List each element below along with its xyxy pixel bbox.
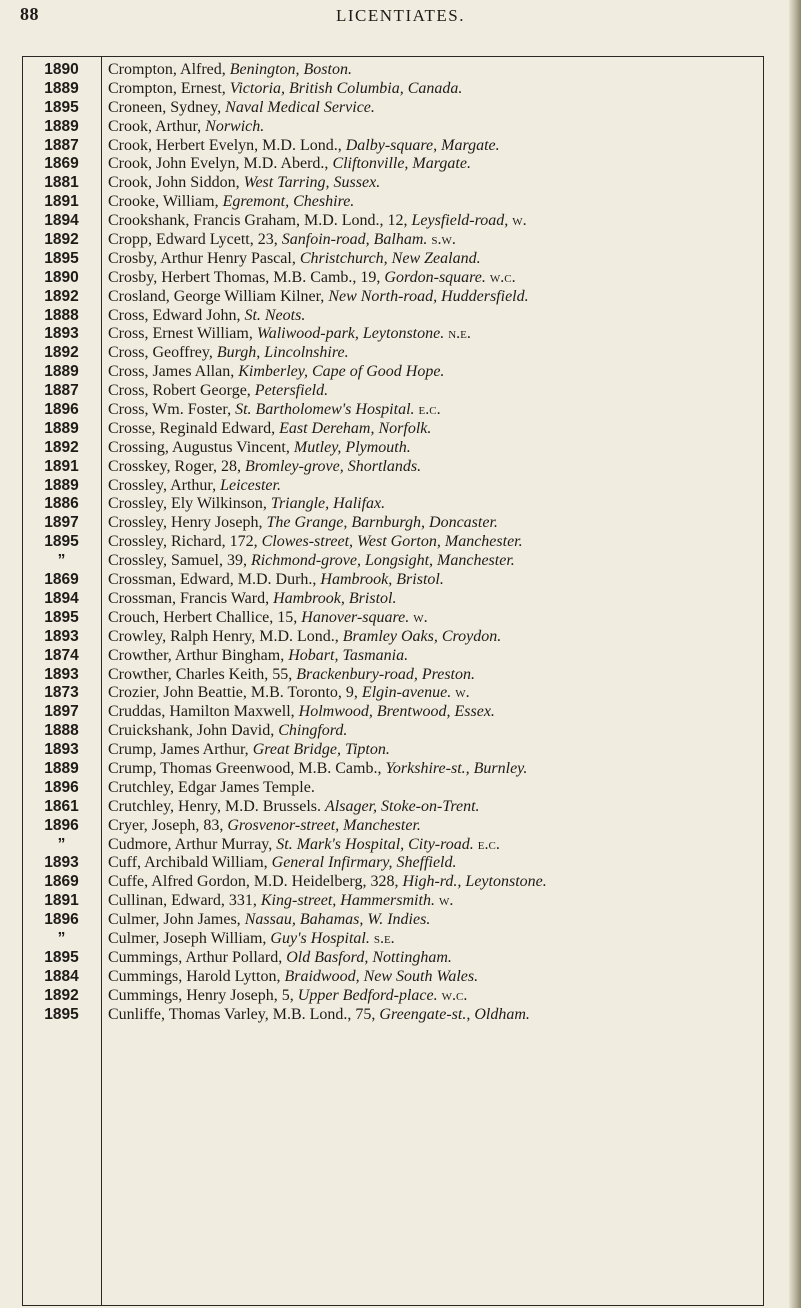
entry-address: Mutley, Plymouth. [293,438,411,456]
register-entry [22,288,792,307]
entry-address: Hambrook, Bristol. [273,589,397,607]
entry-name: Cummings, Arthur Pollard, [108,948,287,966]
register-entry [22,420,792,439]
register-entry [22,930,792,949]
entry-address: Naval Medical Service. [225,98,375,116]
register-entry [22,325,792,344]
entry-text [108,231,456,250]
entry-year: 1893 [44,325,79,343]
entry-postal-district: s.e. [369,929,395,947]
entry-name: Crossman, Edward, M.D. Durh., [108,571,321,589]
entry-address: Gordon-square. [384,268,486,286]
entry-year: 1889 [44,476,79,494]
entry-year: 1896 [44,778,79,796]
entry-text [108,684,470,703]
register-entry [22,798,792,817]
entry-text [108,836,500,855]
entry-postal-district: w. [451,684,470,702]
entry-name: Crook, John Evelyn, M.D. Aberd., [108,155,333,173]
entry-name: Cuff, Archibald William, [108,854,272,872]
entry-address: Great Bridge, Tipton. [252,741,390,759]
entry-text [108,703,495,722]
entry-name: Cross, Wm. Foster, [108,401,236,419]
entry-postal-district: w.c. [437,986,468,1004]
register-entry [22,779,792,798]
entry-address: Kimberley, Cape of Good Hope. [238,363,445,381]
entry-year: 1890 [44,61,79,78]
entry-name: Cullinan, Edward, 331, [108,892,261,910]
page-edge-shadow [789,0,801,1308]
entry-name: Crowther, Charles Keith, 55, [108,665,297,683]
page-header [0,2,801,32]
entry-year: 1895 [44,249,79,267]
entry-year: 1894 [44,589,79,607]
entry-address: Bromley-grove, Shortlands. [244,457,422,475]
entry-postal-district: n.e. [444,325,471,343]
entry-name: Crouch, Herbert Challice, 15, [108,608,302,626]
entry-name: Crookshank, Francis Graham, M.D. Lond., 12, [108,212,412,230]
entry-text [108,552,515,571]
entry-year: 1881 [44,174,79,192]
register-entry [22,495,792,514]
register-entry [22,590,792,609]
entry-text [108,458,421,477]
entry-text [108,307,305,326]
entry-year: 1869 [44,155,79,173]
entry-year: ” [57,835,66,853]
entry-name: Crompton, Ernest, [108,79,230,97]
register-entry [22,307,792,326]
entry-address: Elgin-avenue. [361,684,452,702]
entry-name: Cross, Geoffrey, [108,344,217,362]
entry-address: Nassau, Bahamas, W. Indies. [244,911,431,929]
entry-text [108,533,523,552]
entry-year: 1887 [44,136,79,154]
entry-name: Crossing, Augustus Vincent, [108,438,294,456]
entry-year: 1886 [44,495,79,513]
register-entry [22,193,792,212]
entry-address: Richmond-grove, Longsight, Manchester. [250,552,515,570]
entry-year: 1897 [44,703,79,721]
entry-year: 1890 [44,268,79,286]
entry-name: Crowther, Arthur Bingham, [108,646,289,664]
entry-address: Egremont, Cheshire. [222,193,355,211]
entry-address: Leysfield-road, [411,212,509,230]
register-entry [22,61,792,80]
entry-year: 1888 [44,722,79,740]
entry-text [108,155,471,174]
entry-text [108,137,500,156]
register-entry [22,231,792,250]
register-entry [22,458,792,477]
entry-name: Crutchley, Henry, M.D. Brussels. [108,797,326,815]
entry-name: Crook, Herbert Evelyn, M.D. Lond., [108,136,346,154]
entry-text [108,212,527,231]
entry-year: 1897 [44,514,79,532]
entry-name: Cunliffe, Thomas Varley, M.B. Lond., 75, [108,1005,380,1023]
entry-text [108,798,480,817]
entry-address: Greengate-st., Oldham. [379,1005,530,1023]
register-entry [22,212,792,231]
entry-year: 1889 [44,79,79,97]
entry-postal-district: w. [409,608,428,626]
entry-year: 1896 [44,911,79,929]
entry-text [108,779,315,798]
entry-address: Grosvenor-street, Manchester. [227,816,421,834]
entry-year: 1861 [44,797,79,815]
entry-text [108,892,453,911]
entry-name: Culmer, John James, [108,911,245,929]
entry-address: East Dereham, Norfolk. [279,419,432,437]
entry-year: 1892 [44,438,79,456]
register-entry [22,155,792,174]
entry-name: Crossley, Arthur, [108,476,221,494]
entry-name: Cruddas, Hamilton Maxwell, [108,703,299,721]
register-entry [22,968,792,987]
entry-year: 1896 [44,401,79,419]
entry-postal-district: w. [508,212,527,230]
entry-year: 1887 [44,382,79,400]
entry-text [108,609,428,628]
entry-name: Crossman, Francis Ward, [108,589,274,607]
entry-text [108,269,516,288]
entry-text [108,118,264,137]
entry-text [108,495,385,514]
entry-text [108,1006,530,1025]
entry-name: Crooke, William, [108,193,223,211]
entry-name: Crosse, Reginald Edward, [108,419,280,437]
entry-name: Crompton, Alfred, [108,61,230,78]
entry-address: Hobart, Tasmania. [288,646,409,664]
register-entry [22,741,792,760]
entry-address: Holmwood, Brentwood, Essex. [298,703,495,721]
entry-name: Cruickshank, John David, [108,722,279,740]
entry-address: Guy's Hospital. [270,929,370,947]
register-entry [22,760,792,779]
entry-name: Cummings, Harold Lytton, [108,967,285,985]
register-entry [22,703,792,722]
entry-postal-district: w.c. [485,268,516,286]
entry-address: Victoria, British Columbia, Canada. [229,79,463,97]
entry-postal-district: e.c. [473,835,500,853]
entry-address: Hambrook, Bristol. [320,571,444,589]
entry-address: Yorkshire-st., Burnley. [385,759,528,777]
entry-address: Burgh, Lincolnshire. [216,344,349,362]
entry-year: 1895 [44,98,79,116]
entry-text [108,325,471,344]
entry-address: Chingford. [278,722,348,740]
entry-address: St. Neots. [244,306,306,324]
entry-text [108,647,408,666]
register-entry [22,854,792,873]
entry-address: Triangle, Halifax. [270,495,386,513]
entry-address: Petersfield. [254,382,329,400]
entry-text [108,722,347,741]
entry-name: Crook, Arthur, [108,117,206,135]
register-entry [22,533,792,552]
entry-text [108,344,349,363]
register-entry [22,684,792,703]
entry-address: Dalby-square, Margate. [345,136,500,154]
entry-text [108,873,547,892]
entry-year: 1895 [44,533,79,551]
entry-name: Crump, Thomas Greenwood, M.B. Camb., [108,759,386,777]
entry-postal-district: w. [434,892,454,910]
register-entry [22,80,792,99]
entry-name: Crosskey, Roger, 28, [108,457,245,475]
entry-name: Cross, James Allan, [108,363,239,381]
entry-year: 1895 [44,1005,79,1023]
entry-name: Crowley, Ralph Henry, M.D. Lond., [108,627,343,645]
entry-year: 1889 [44,759,79,777]
entry-text [108,571,444,590]
entry-text [108,61,352,80]
entry-address: St. Mark's Hospital, City-road. [276,835,474,853]
register-entry [22,609,792,628]
entry-address: Waliwood-park, Leytonstone. [256,325,445,343]
entry-name: Crutchley, Edgar James Temple. [108,778,315,796]
entry-address: Norwich. [205,117,265,135]
entry-name: Cudmore, Arthur Murray, [108,835,277,853]
entry-year: 1884 [44,967,79,985]
entry-year: 1895 [44,948,79,966]
entry-address: New North-road, Huddersfield. [328,287,529,305]
entry-address: High-rd., Leytonstone. [402,873,547,891]
entry-address: Brackenbury-road, Preston. [296,665,475,683]
entry-text [108,590,396,609]
entry-text [108,401,441,420]
entry-text [108,930,395,949]
page-number: 88 [20,4,39,24]
entry-year: 1893 [44,627,79,645]
entry-address: Hanover-square. [301,608,410,626]
entry-year: 1895 [44,608,79,626]
register-entry [22,892,792,911]
entry-year: 1889 [44,117,79,135]
entry-text [108,987,467,1006]
register-entry [22,1006,792,1025]
entry-text [108,854,457,873]
entry-year: 1896 [44,816,79,834]
register-entry [22,949,792,968]
entry-address: Cliftonville, Margate. [332,155,471,173]
entry-year: 1891 [44,892,79,910]
register-entry [22,363,792,382]
entry-year: ” [57,552,66,570]
entry-year: 1869 [44,873,79,891]
entry-name: Crosland, George William Kilner, [108,287,329,305]
register-entry [22,647,792,666]
register-entry [22,873,792,892]
entry-address: West Tarring, Sussex. [243,174,381,192]
entry-name: Cross, Edward John, [108,306,245,324]
entry-text [108,968,478,987]
entry-name: Crosby, Arthur Henry Pascal, [108,249,300,267]
register-entry [22,836,792,855]
entry-text [108,174,380,193]
entry-name: Crook, John Siddon, [108,174,244,192]
entry-name: Culmer, Joseph William, [108,929,271,947]
entry-year: 1889 [44,419,79,437]
entry-address: Braidwood, New South Wales. [284,967,479,985]
entry-name: Cummings, Henry Joseph, 5, [108,986,298,1004]
entry-year: ” [57,929,66,947]
entry-text [108,949,452,968]
register-entry [22,269,792,288]
running-title: LICENTIATES. [336,6,465,25]
register-entry [22,118,792,137]
register-entry [22,137,792,156]
register-entry [22,666,792,685]
entry-postal-district: s.w. [427,231,456,249]
register-entry [22,911,792,930]
entry-text [108,760,527,779]
entry-text [108,193,354,212]
register-entry [22,174,792,193]
entry-name: Crosby, Herbert Thomas, M.B. Camb., 19, [108,268,385,286]
entry-text [108,250,481,269]
entry-name: Cropp, Edward Lycett, 23, [108,231,282,249]
register-entry [22,552,792,571]
entry-text [108,382,328,401]
entry-address: Clowes-street, West Gorton, Manchester. [261,533,523,551]
entry-year: 1892 [44,344,79,362]
entry-year: 1889 [44,363,79,381]
register-entry [22,514,792,533]
entry-text [108,817,421,836]
entry-year: 1893 [44,854,79,872]
entry-text [108,288,529,307]
entry-name: Crozier, John Beattie, M.B. Toronto, 9, [108,684,362,702]
entry-year: 1893 [44,665,79,683]
entry-name: Crossley, Richard, 172, [108,533,262,551]
entry-address: Benington, Boston. [229,61,352,78]
entry-text [108,363,444,382]
entry-name: Crossley, Ely Wilkinson, [108,495,271,513]
entry-address: King-street, Hammersmith. [260,892,435,910]
entry-year: 1869 [44,571,79,589]
entry-address: General Infirmary, Sheffield. [271,854,457,872]
register-entry [22,99,792,118]
entry-text [108,666,475,685]
entry-year: 1893 [44,741,79,759]
entry-year: 1888 [44,306,79,324]
register-entry [22,439,792,458]
entry-name: Croneen, Sydney, [108,98,226,116]
entry-name: Cross, Robert George, [108,382,255,400]
entry-year: 1892 [44,231,79,249]
entry-year: 1894 [44,212,79,230]
entry-name: Cross, Ernest William, [108,325,257,343]
entry-name: Crossley, Samuel, 39, [108,552,251,570]
entry-text [108,477,281,496]
entry-year: 1874 [44,646,79,664]
entry-address: Upper Bedford-place. [297,986,438,1004]
register-entries [22,61,792,1024]
entry-text [108,439,411,458]
entry-name: Crossley, Henry Joseph, [108,514,267,532]
entry-year: 1892 [44,287,79,305]
register-entry [22,571,792,590]
entry-year: 1891 [44,193,79,211]
register-entry [22,477,792,496]
entry-name: Cryer, Joseph, 83, [108,816,228,834]
entry-address: Alsager, Stoke-on-Trent. [325,797,480,815]
entry-text [108,99,375,118]
entry-text [108,514,498,533]
entry-address: Christchurch, New Zealand. [299,249,481,267]
entry-year: 1873 [44,684,79,702]
register-entry [22,628,792,647]
entry-address: Old Basford, Nottingham. [286,948,452,966]
entry-address: Bramley Oaks, Croydon. [342,627,502,645]
entry-year: 1892 [44,986,79,1004]
register-entry [22,722,792,741]
entry-address: The Grange, Barnburgh, Doncaster. [266,514,498,532]
register-entry [22,817,792,836]
entry-name: Crump, James Arthur, [108,741,253,759]
register-entry [22,401,792,420]
entry-address: Leicester. [220,476,281,494]
register-entry [22,987,792,1006]
entry-text [108,420,431,439]
entry-address: Sanfoin-road, Balham. [281,231,428,249]
entry-text [108,741,390,760]
entry-text [108,628,501,647]
entry-text [108,80,462,99]
entry-address: St. Bartholomew's Hospital. [235,401,415,419]
entry-postal-district: e.c. [414,401,441,419]
register-entry [22,250,792,269]
entry-text [108,911,430,930]
entry-year: 1891 [44,457,79,475]
register-entry [22,344,792,363]
register-entry [22,382,792,401]
entry-name: Cuffe, Alfred Gordon, M.D. Heidelberg, 328, [108,873,403,891]
